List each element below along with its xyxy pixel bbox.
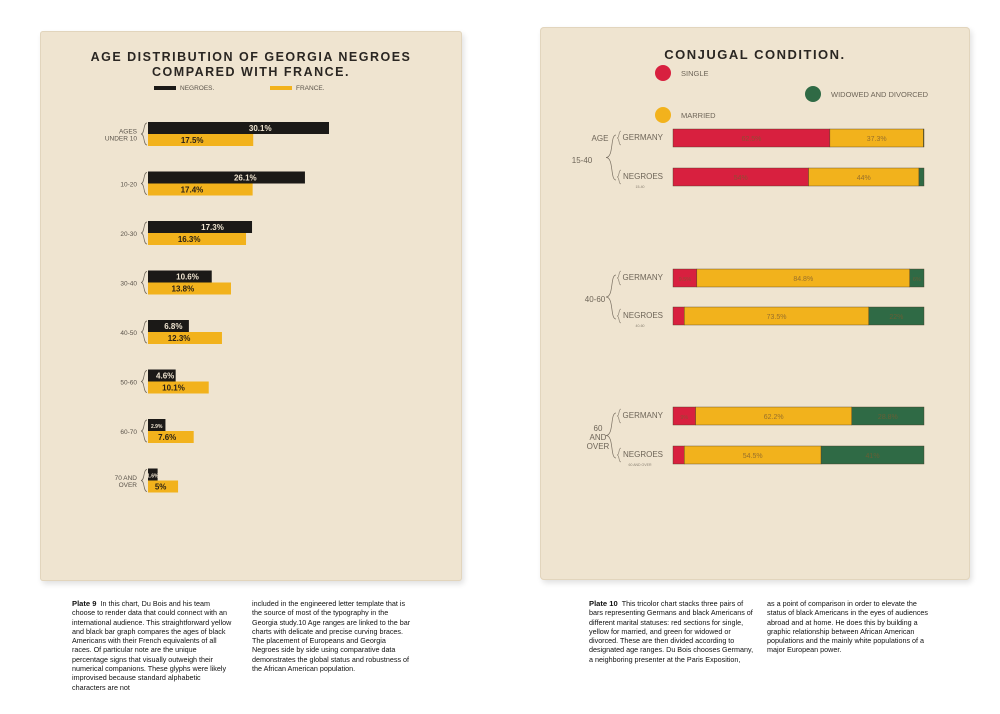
age-brace [141, 272, 147, 294]
segment-label: 9.5% [678, 277, 692, 283]
bar-negroes [148, 172, 305, 184]
age-brace [141, 123, 147, 145]
segment-label: 62.5% [741, 136, 762, 143]
row-label: NEGROES [622, 450, 663, 459]
caption-plate10-text1: This tricolor chart stacks three pairs of bars representing Germans and black Americans of different marital statuses: red sections for single, yellow for married, and green for widowed or divorced. These are then divided according to designated age ranges. Du Bois chooses Germany, a neighboring presenter at the Paris Exposition, [589, 599, 754, 664]
age-brace [141, 222, 147, 244]
age-category-label: 40-50 [120, 330, 137, 337]
row-label: NEGROES [622, 172, 663, 181]
legend-label-married: MARRIED [681, 111, 716, 120]
legend-label-france: FRANCE. [296, 85, 325, 92]
age-category-label: 50-60 [120, 379, 137, 387]
bar-label-negroes: 4.6% [156, 371, 175, 381]
bar-label-france: 17.5% [180, 136, 204, 145]
stacked-segment [923, 129, 924, 147]
legend-label-single: SINGLE [681, 69, 709, 78]
legend-label-negroes: NEGROES. [180, 85, 215, 92]
age-category-label: OVER [118, 482, 137, 489]
row-sublabel: 15-40 [635, 185, 645, 189]
caption-plate9-text1: In this chart, Du Bois and his team choose to render data that could connect with an international audience. This straightforward yellow and black bar graph compares the ages of black Americans with their French equivalents of all races. Of particular note are the unique percentage signs that visually outweigh their numerical companions. These glyphs were likely improvised because standard alphabetic characters are not [72, 599, 232, 692]
right-plate [540, 27, 970, 580]
row-brace [617, 170, 621, 184]
bar-label-france: 7.6% [158, 433, 177, 442]
age-distribution-chart [40, 31, 462, 581]
left-title-line1: AGE DISTRIBUTION OF GEORGIA NEGROES [90, 50, 412, 64]
segment-label: 54% [733, 175, 748, 182]
legend-label-widowed: WIDOWED AND DIVORCED [831, 90, 929, 99]
caption-plate9-text2: included in the engineered letter template that is the source of most of the typography in the Georgia study.10 Age ranges are linked to the bar charts with delicate and precise curving braces. The placement of Europeans and Georgia Negroes side by side using comparative data demonstrates the global status and robustness of the African American population. [252, 599, 411, 674]
age-brace [141, 420, 147, 442]
row-sublabel: 40-60 [635, 324, 645, 328]
age-brace [141, 321, 147, 343]
bar-label-negroes: 1.6% [147, 473, 159, 480]
left-title-line2: COMPARED WITH FRANCE. [152, 65, 350, 79]
segment-label: 6% [912, 277, 921, 283]
age-category-label: UNDER 10 [104, 135, 137, 143]
bar-label-negroes: 30.1% [248, 124, 272, 133]
bar-negroes [148, 221, 252, 233]
caption-plate10-head: Plate 10 [589, 599, 618, 608]
age-brace [141, 470, 147, 492]
group-label-15-40: 15-40 [571, 156, 593, 165]
segment-label: 62.2% [763, 414, 784, 421]
legend-swatch-france [270, 86, 292, 90]
age-category-label: 60-70 [120, 429, 137, 436]
bar-label-france: 12.3% [167, 334, 191, 343]
bar-label-france: 17.4% [180, 185, 204, 195]
row-label: GERMANY [622, 133, 663, 142]
caption-plate10-text2: as a point of comparison in order to elevate the status of black Americans in the eyes of audiences abroad and at home. He does this by building a graphic relationship between African American populations and the mainly white populations of a major European power. [767, 599, 929, 655]
bar-label-negroes: 17.3% [201, 223, 224, 232]
left-plate [40, 31, 462, 581]
bar-label-negroes: 2.9% [151, 424, 163, 430]
legend-dot-single [655, 65, 671, 81]
row-label: NEGROES [622, 311, 663, 320]
group-brace [606, 413, 616, 458]
segment-label: 44% [856, 175, 871, 182]
age-brace [141, 173, 147, 195]
bar-label-france: 10.1% [162, 383, 185, 393]
bar-label-negroes: 26.1% [233, 173, 257, 183]
segment-label: 73.5% [766, 314, 787, 321]
bar-label-france: 13.8% [171, 284, 195, 294]
caption-plate9-col2 [252, 599, 412, 673]
age-category-label: 30-40 [120, 280, 137, 288]
segment-label: 37.3% [866, 136, 887, 143]
group-label-40-60: 40-60 [584, 295, 606, 304]
row-brace [617, 309, 621, 323]
stacked-segment [919, 168, 924, 186]
stacked-segment [673, 446, 684, 464]
group-label-60-over: 60 [593, 424, 603, 433]
segment-label: 9% [680, 415, 689, 421]
legend-swatch-negroes [154, 86, 176, 90]
group-label-60-over: OVER [586, 442, 610, 451]
age-category-label: 10-20 [120, 181, 137, 189]
row-sublabel: 60 AND OVER [628, 463, 652, 467]
age-category-label: 70 AND [114, 475, 137, 482]
row-brace [617, 409, 621, 423]
caption-plate9-head: Plate 9 [72, 599, 97, 608]
bar-label-france: 5% [154, 482, 167, 492]
bar-label-negroes: 10.6% [176, 272, 199, 282]
caption-plate10-col2 [767, 599, 937, 655]
segment-label: 84.8% [793, 276, 814, 283]
caption-plate9-col1 [72, 599, 232, 692]
row-label: GERMANY [622, 411, 663, 420]
segment-label: 41% [865, 453, 880, 460]
stacked-segment [673, 307, 684, 325]
bar-label-france: 16.3% [177, 235, 201, 244]
row-brace [617, 131, 621, 145]
conjugal-condition-chart [540, 27, 970, 580]
age-brace [141, 371, 147, 393]
bar-negroes [148, 122, 329, 134]
row-label: GERMANY [622, 273, 663, 282]
segment-label: 28.8% [877, 414, 898, 421]
legend-dot-married [655, 107, 671, 123]
bar-label-negroes: 6.8% [164, 322, 183, 331]
legend-dot-widowed [805, 86, 821, 102]
group-label-60-over: AND [589, 433, 607, 442]
age-category-label: 20-30 [120, 231, 137, 238]
segment-label: 54.5% [742, 453, 763, 460]
row-brace [617, 271, 621, 285]
group-label-age: AGE [591, 134, 609, 143]
group-brace [606, 275, 616, 319]
row-brace [617, 448, 621, 462]
age-category-label: AGES [118, 128, 137, 136]
caption-plate10-col1 [589, 599, 756, 664]
segment-label: 22% [889, 314, 904, 321]
right-chart-title: CONJUGAL CONDITION. [664, 47, 846, 62]
